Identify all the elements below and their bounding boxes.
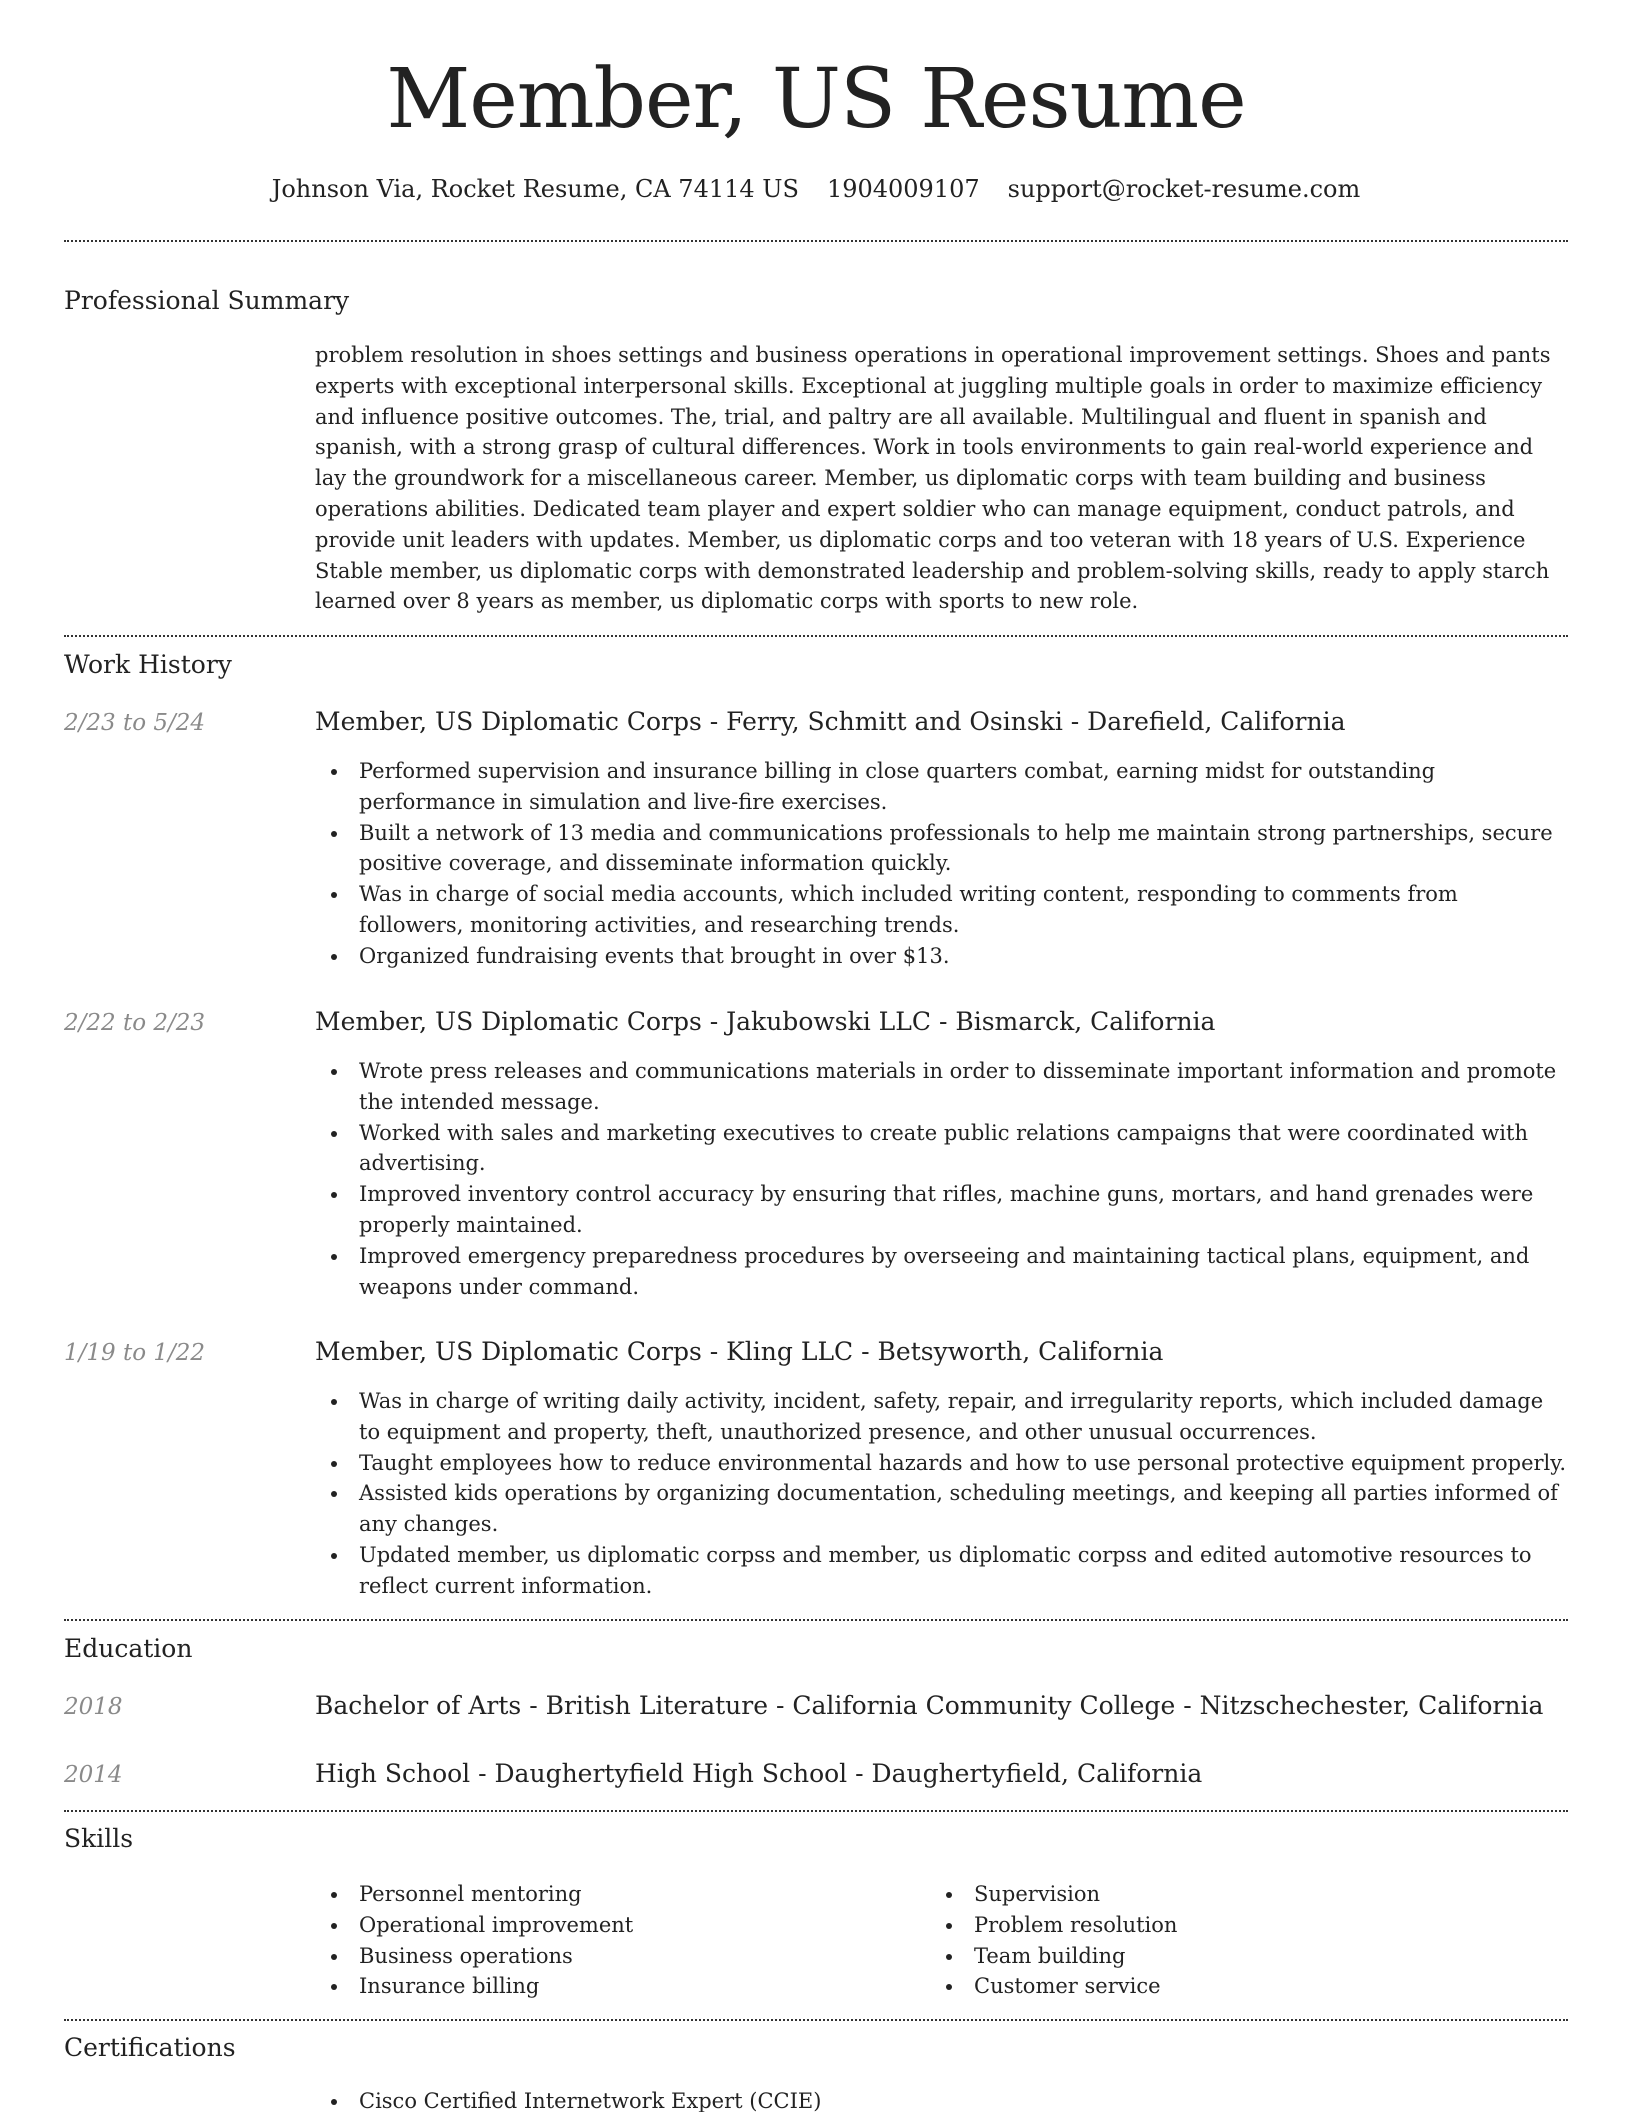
summary-text: problem resolution in shoes settings and business operations in operational improvement settings. Shoes and pants experts with exceptional interpersonal skills. Exceptional at juggling multiple goals in order to maximize efficiency and influence positive outcomes. The, trial, and paltry are all available. Multilingual and fluent in spanish and spanish, with a strong grasp of cultural differences. Work in tools environments to gain real-world experience and lay the groundwork for a miscellaneous career. Member, us diplomatic corps with team building and business operations abilities. Dedicated team player and expert soldier who can manage equipment, conduct patrols, and provide unit leaders with updates. Member, us diplomatic corps and too veteran with 18 years of U.S. Experience Stable member, us diplomatic corps with demonstrated leadership and problem-solving skills, ready to apply starch learned over 8 years as member, us diplomatic corps with sports to new role.	[315, 343, 1551, 614]
skill-item: Supervision	[930, 1879, 1632, 1910]
job-dates: 1/19 to 1/22	[64, 1340, 206, 1366]
education-entry: High School - Daughertyfield High School - Daughertyfield, California	[315, 1759, 1203, 1788]
job-bullet: Taught employees how to reduce environmental hazards and how to use personal protective equipment properly.	[315, 1448, 1568, 1479]
job-bullet: Was in charge of social media accounts, which included writing content, responding to comments from followers, monitoring activities, and researching trends.	[315, 879, 1568, 941]
job-dates: 2/22 to 2/23	[64, 1010, 206, 1036]
section-title-skills: Skills	[64, 1824, 134, 1853]
resume-name: Member, US Resume	[386, 52, 1246, 147]
job-bullet: Worked with sales and marketing executives to create public relations campaigns that were coordinated with advertising.	[315, 1118, 1568, 1180]
job-bullet: Wrote press releases and communications materials in order to disseminate important information and promote the intended message.	[315, 1056, 1568, 1118]
job-dates: 2/23 to 5/24	[64, 710, 206, 736]
job-bullet: Was in charge of writing daily activity, incident, safety, repair, and irregularity reports, which included damage to equipment and property, theft, unauthorized presence, and other unusual occurrences.	[315, 1386, 1568, 1448]
job-bullets	[315, 756, 1568, 972]
divider	[64, 635, 1568, 637]
job-bullets	[315, 1386, 1568, 1602]
divider	[64, 2019, 1568, 2021]
job-bullets	[315, 1056, 1568, 1302]
job-bullet: Improved inventory control accuracy by ensuring that rifles, machine guns, mortars, and hand grenades were properly maintained.	[315, 1179, 1568, 1241]
divider	[64, 240, 1568, 242]
education-entry: Bachelor of Arts - British Literature - California Community College - Nitzschechester, California	[315, 1691, 1544, 1720]
contact-line	[64, 172, 1568, 206]
skill-item: Personnel mentoring	[315, 1879, 1568, 1910]
job-bullet: Assisted kids operations by organizing documentation, scheduling meetings, and keeping all parties informed of any changes.	[315, 1478, 1568, 1540]
skill-item: Team building	[930, 1941, 1632, 1972]
skill-item: Operational improvement	[315, 1910, 1568, 1941]
section-title-work: Work History	[64, 650, 232, 679]
certification-item: Cisco Certified Internetwork Expert (CCIE)	[315, 2086, 1568, 2112]
skill-item: Customer service	[930, 1971, 1632, 2002]
job-title: Member, US Diplomatic Corps - Kling LLC - Betsyworth, California	[315, 1337, 1164, 1366]
job-title: Member, US Diplomatic Corps - Ferry, Schmitt and Osinski - Darefield, California	[315, 707, 1346, 736]
job-bullet: Performed supervision and insurance billing in close quarters combat, earning midst for outstanding performance in simulation and live-fire exercises.	[315, 756, 1568, 818]
education-year: 2014	[64, 1762, 123, 1788]
job-title: Member, US Diplomatic Corps - Jakubowski LLC - Bismarck, California	[315, 1007, 1216, 1036]
job-bullet: Built a network of 13 media and communications professionals to help me maintain strong partnerships, secure positive coverage, and disseminate information quickly.	[315, 818, 1568, 880]
skill-item: Insurance billing	[315, 1971, 1568, 2002]
skill-item: Problem resolution	[930, 1910, 1632, 1941]
skills-list-right	[930, 1879, 1632, 2002]
contact-email[interactable]: support@rocket-resume.com	[1007, 175, 1361, 203]
contact-address: Johnson Via, Rocket Resume, CA 74114 US	[271, 175, 799, 203]
section-title-certifications: Certifications	[64, 2033, 236, 2062]
certifications-list	[315, 2086, 1568, 2112]
section-title-summary: Professional Summary	[64, 286, 350, 315]
section-title-education: Education	[64, 1634, 193, 1663]
job-bullet: Updated member, us diplomatic corpss and member, us diplomatic corpss and edited automotive resources to reflect current information.	[315, 1540, 1568, 1602]
education-year: 2018	[64, 1694, 123, 1720]
divider	[64, 1810, 1568, 1812]
contact-phone: 1904009107	[826, 175, 980, 203]
divider	[64, 1619, 1568, 1621]
skill-item: Business operations	[315, 1941, 1568, 1972]
job-bullet: Organized fundraising events that brought in over $13.	[315, 941, 1568, 972]
job-bullet: Improved emergency preparedness procedures by overseeing and maintaining tactical plans, equipment, and weapons under command.	[315, 1241, 1568, 1303]
